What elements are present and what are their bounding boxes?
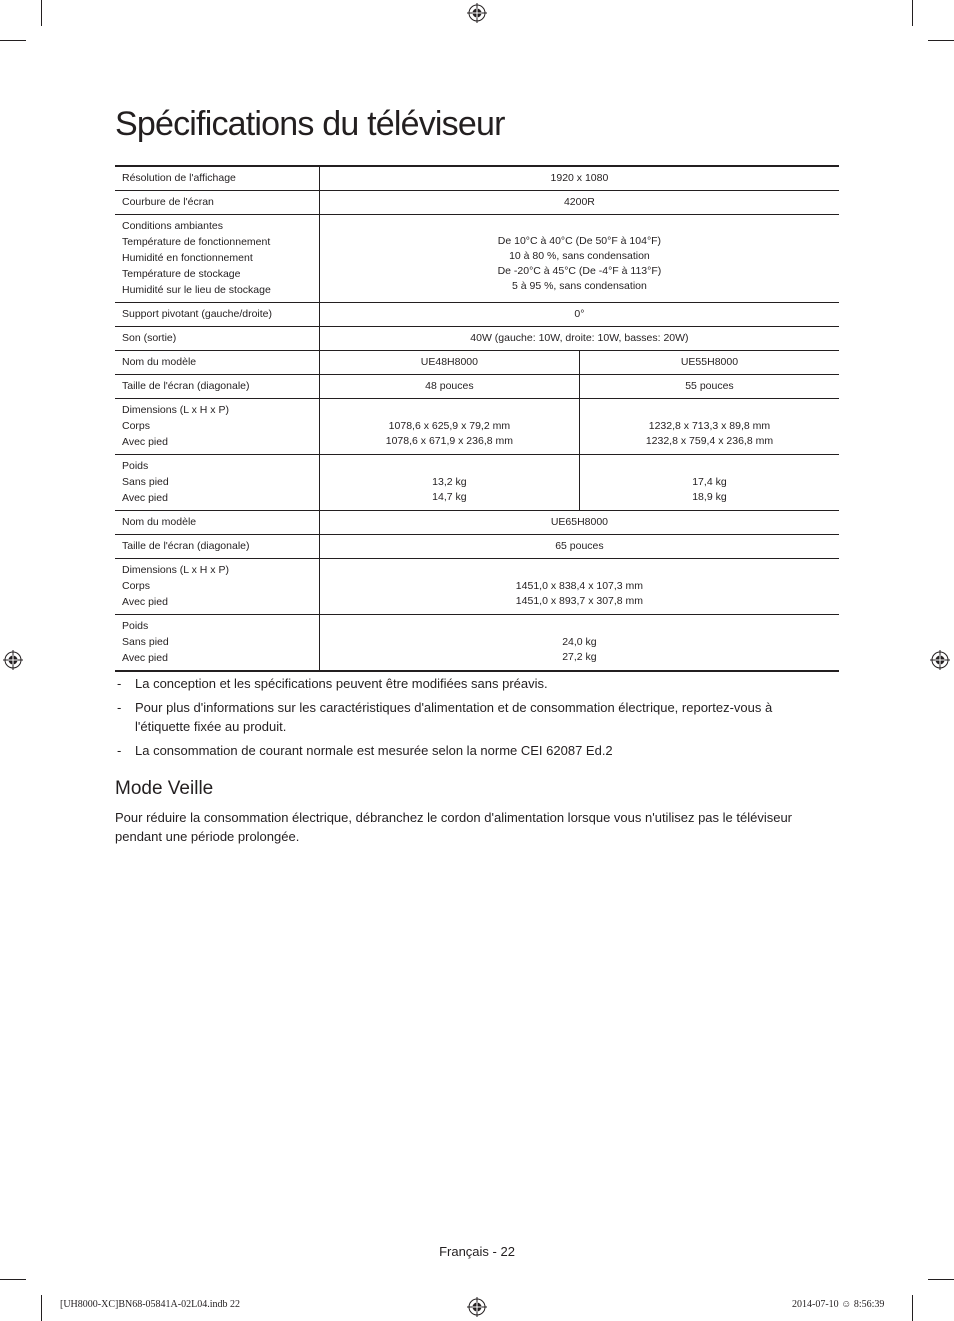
notes-list	[115, 674, 795, 765]
spec-value-line: De 10°C à 40°C (De 50°F à 104°F)	[497, 234, 662, 247]
note-text: La consommation de courant normale est mesurée selon la norme CEI 62087 Ed.2	[135, 743, 613, 758]
print-slug-date: 2014-07-10 ☺ 8:56:39	[792, 1299, 885, 1310]
spec-value-line: 1078,6 x 671,9 x 236,8 mm	[385, 434, 513, 447]
spec-value	[319, 559, 839, 615]
spec-value-left	[319, 399, 579, 455]
spec-value-line: 10 à 80 %, sans condensation	[509, 249, 650, 262]
spec-label-line: Température de fonctionnement	[122, 236, 271, 248]
section-heading: Mode Veille	[115, 778, 214, 799]
crop-mark	[912, 0, 913, 26]
spec-label	[115, 615, 319, 672]
crop-mark	[41, 0, 42, 26]
table-row	[115, 511, 839, 535]
spec-label-line: Avec pied	[122, 596, 168, 608]
crop-mark	[41, 1295, 42, 1321]
spec-label: Support pivotant (gauche/droite)	[115, 303, 319, 327]
spec-value-line: 27,2 kg	[562, 650, 597, 663]
spec-label: Son (sortie)	[115, 327, 319, 351]
table-row	[115, 559, 839, 615]
spec-value-line: 13,2 kg	[432, 475, 467, 488]
spec-value-line: 1451,0 x 893,7 x 307,8 mm	[515, 594, 644, 607]
spec-value: 0°	[319, 303, 839, 327]
spec-label: Taille de l'écran (diagonale)	[115, 375, 319, 399]
spec-value-right	[579, 399, 839, 455]
table-row	[115, 351, 839, 375]
note-text: La conception et les spécifications peuvent être modifiées sans préavis.	[135, 676, 548, 691]
list-dash: -	[117, 676, 122, 691]
spec-value-right: UE55H8000	[579, 351, 839, 375]
spec-label-line: Conditions ambiantes	[122, 220, 223, 232]
spec-value-line: 5 à 95 %, sans condensation	[511, 279, 647, 292]
page-title: Spécifications du téléviseur	[115, 105, 505, 143]
table-row	[115, 455, 839, 511]
spec-label: Nom du modèle	[115, 511, 319, 535]
spec-label: Nom du modèle	[115, 351, 319, 375]
crop-mark	[928, 1279, 954, 1280]
list-item	[115, 698, 795, 736]
spec-label: Résolution de l'affichage	[122, 172, 236, 184]
crop-mark	[912, 1295, 913, 1321]
spec-label-line: Dimensions (L x H x P)	[122, 404, 229, 416]
spec-value-line: 17,4 kg	[692, 475, 727, 488]
spec-value-line: 24,0 kg	[562, 635, 597, 648]
crop-mark	[928, 40, 954, 41]
spec-value-left: 48 pouces	[319, 375, 579, 399]
spec-label-line: Corps	[122, 580, 151, 592]
spec-value-line: 1451,0 x 838,4 x 107,3 mm	[515, 579, 644, 592]
spec-label-line: Sans pied	[122, 636, 169, 648]
table-row	[115, 166, 839, 191]
crop-mark	[0, 40, 26, 41]
spec-label-line: Avec pied	[122, 436, 168, 448]
spec-label-line: Corps	[122, 420, 151, 432]
spec-value: 1920 x 1080	[319, 166, 839, 191]
registration-mark-icon	[467, 3, 487, 23]
spec-value: 4200R	[319, 191, 839, 215]
spec-value-right	[579, 455, 839, 511]
spec-label-line: Humidité sur le lieu de stockage	[122, 284, 271, 296]
spec-label-line: Humidité en fonctionnement	[122, 252, 253, 264]
table-row	[115, 535, 839, 559]
note-text: Pour plus d'informations sur les caractéristiques d'alimentation et de consommation électrique, reportez-vous à l'étiquette fixée au produit.	[135, 700, 773, 734]
list-item	[115, 741, 795, 760]
table-row	[115, 327, 839, 351]
table-row	[115, 191, 839, 215]
list-item	[115, 674, 795, 693]
spec-label-line: Avec pied	[122, 652, 168, 664]
spec-label: Courbure de l'écran	[115, 191, 319, 215]
spec-value-right: 55 pouces	[579, 375, 839, 399]
spec-value: 65 pouces	[319, 535, 839, 559]
spec-value-line: 1232,8 x 759,4 x 236,8 mm	[645, 434, 774, 447]
spec-label-line: Avec pied	[122, 492, 168, 504]
registration-mark-icon	[3, 650, 23, 670]
page-number: Français - 22	[439, 1244, 515, 1259]
spec-value	[319, 615, 839, 672]
spec-value-line: 18,9 kg	[692, 490, 727, 503]
spec-value-line: De -20°C à 45°C (De -4°F à 113°F)	[497, 264, 662, 277]
spec-value: UE65H8000	[319, 511, 839, 535]
spec-value-line: 1078,6 x 625,9 x 79,2 mm	[388, 419, 511, 432]
spec-label-line: Poids	[122, 460, 149, 472]
spec-label	[115, 455, 319, 511]
spec-value-left: UE48H8000	[319, 351, 579, 375]
spec-value-line: 1232,8 x 713,3 x 89,8 mm	[648, 419, 771, 432]
section-paragraph: Pour réduire la consommation électrique, débranchez le cordon d'alimentation lorsque vous n'utilisez pas le téléviseur pendant une période prolongée.	[115, 810, 793, 844]
spec-label	[115, 559, 319, 615]
table-row	[115, 215, 839, 303]
spec-value-line: 14,7 kg	[432, 490, 467, 503]
list-dash: -	[117, 743, 122, 758]
spec-value: 40W (gauche: 10W, droite: 10W, basses: 20W)	[319, 327, 839, 351]
crop-mark	[0, 1279, 26, 1280]
spec-label: Taille de l'écran (diagonale)	[115, 535, 319, 559]
spec-label-line: Sans pied	[122, 476, 169, 488]
registration-mark-icon	[930, 650, 950, 670]
print-slug-file: [UH8000-XC]BN68-05841A-02L04.indb 22	[60, 1299, 240, 1310]
spec-label-line: Poids	[122, 620, 149, 632]
spec-label	[115, 399, 319, 455]
registration-mark-icon	[467, 1297, 487, 1317]
table-row	[115, 375, 839, 399]
table-row	[115, 303, 839, 327]
spec-label-line: Température de stockage	[122, 268, 241, 280]
spec-value	[319, 215, 839, 303]
table-row	[115, 615, 839, 672]
spec-label-line: Dimensions (L x H x P)	[122, 564, 229, 576]
list-dash: -	[117, 700, 122, 715]
spec-label	[115, 215, 319, 303]
spec-table	[115, 165, 839, 672]
spec-value-left	[319, 455, 579, 511]
table-row	[115, 399, 839, 455]
